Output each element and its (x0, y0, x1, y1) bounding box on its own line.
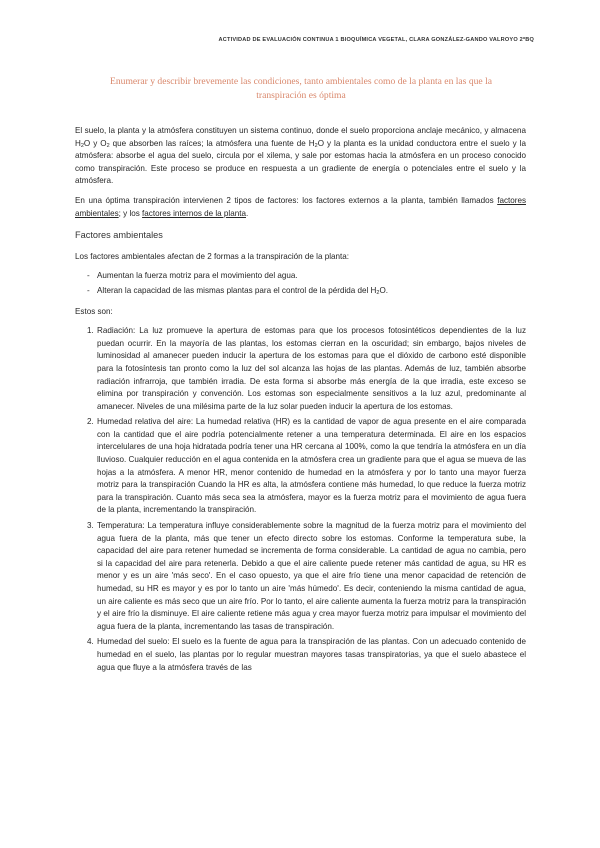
intro-paragraph-2 (75, 195, 526, 220)
item-number: 1. (87, 326, 94, 336)
intro-p2-text-c: . (245, 208, 249, 218)
list-item-text-b: O. (379, 285, 389, 295)
subscript: 2 (80, 142, 84, 149)
factors-list (75, 325, 526, 674)
intro-p2-text-b: ; y los (118, 208, 143, 218)
factores-internos-link[interactable]: factores internos de la planta (142, 208, 246, 218)
item-number: 2. (87, 417, 94, 427)
factores-ambientales-link[interactable]: factores ambientales (75, 195, 526, 218)
subscript: 2 (314, 142, 318, 149)
intro-p1-text-d: O y la planta es la unidad conductora entre el suelo y la atmósfera: absorbe el agua del suelo, circula por el xilema, y sale por estomas hacia la atmósfera en un proceso conocido como transpiración. Este proceso se produce en respuesta a un gradiente de energía o potenciales entre el suelo y la atmósfera. (75, 138, 526, 186)
factor-text: Humedad del suelo: El suelo es la fuente de agua para la transpiración de las plantas. Con un adecuado contenido de humedad en el suelo, las plantas por lo regular muestran mayores tasas transpiratorias, ya que el suelo abastece el agua que fluye a la atmósfera través de las (97, 637, 526, 672)
dash-list (75, 270, 526, 297)
intro-p1-text-b: O y O (83, 138, 107, 148)
intro-paragraph-1 (75, 125, 526, 188)
factor-text: Radiación: La luz promueve la apertura de estomas para que los procesos fotosintéticos dependientes de la luz puedan ocurrir. En la mayoría de las plantas, los estomas cierran en la oscuridad; sin embargo, bajos niveles de luminosidad al amanecer pueden inducir la apertura de los estomas para que el dióxido de carbono esté disponible para la fotosíntesis tan pronto como la luz del sol alcanza las hojas de las plantas. Además de luz, también absorbe radiación infrarroja, que también irradia. De esta forma si absorbe más energía de la que irradia, este exceso se elimina por transpiración y convención. Los estomas son especialmente sensitivos a la luz azul, predominante al amanecer. Niveles de una milésima parte de la luz solar pueden inducir la apertura de los estomas. (97, 326, 526, 411)
factor-text: Humedad relativa del aire: La humedad relativa (HR) es la cantidad de vapor de agua presente en el aire comparada con la cantidad que el aire podría potencialmente retener a una temperatura determinada. El aire en los espacios intercelulares de una hoja hidratada podría tener una HR cercana al 100%, como la que tendría la atmósfera en un día lluvioso. Cualquier reducción en el agua contenida en la atmósfera crea un gradiente para que el agua se mueva de las hojas a la atmósfera. A menor HR, menor contenido de humedad en la atmósfera y por lo tanto una mayor fuerza motriz para la transpiración Cuando la HR es alta, la atmósfera contiene más humedad, lo que reduce la fuerza motriz para la transpiración. Cuanto más seca sea la atmósfera, mayor es la fuerza motriz para el movimiento de agua fuera de la planta, incrementando la transpiración. (97, 417, 526, 515)
document-body (75, 125, 526, 677)
list-item (75, 520, 526, 633)
section-intro: Los factores ambientales afectan de 2 formas a la transpiración de la planta: (75, 251, 349, 261)
intro-p1-text-c: que absorben las raíces; la atmósfera una fuente de H (109, 138, 315, 148)
intro-p2-text-a: En una óptima transpiración intervienen 2 tipos de factores: los factores externos a la planta, también llamados (75, 195, 498, 205)
section-heading: Factores ambientales (75, 230, 163, 241)
list-item (75, 285, 526, 298)
list-item (75, 270, 526, 283)
page-header: ACTIVIDAD DE EVALUACIÓN CONTINUA 1 BIOQUÍMICA VEGETAL, CLARA GONZÁLEZ-GANDO VALROYO 2ºBQ (218, 37, 534, 43)
intro-p1-text-a: El suelo, la planta y la atmósfera constituyen un sistema continuo, donde el suelo proporciona anclaje mecánico, y almacena H (75, 126, 526, 148)
list-item (75, 636, 526, 674)
list-item (75, 325, 526, 413)
item-number: 3. (87, 521, 94, 531)
document-title: Enumerar y describir brevemente las condiciones, tanto ambientales como de la planta en las que la transpiración es óptima (109, 76, 492, 101)
list-item-text: Aumentan la fuerza motriz para el movimiento del agua. (97, 271, 298, 281)
list-bullet: - (87, 271, 90, 281)
list-item-text-a: Alteran la capacidad de las mismas plantas para el control de la pérdida del H (97, 285, 377, 295)
list-bullet: - (87, 285, 90, 295)
subscript: 2 (376, 289, 380, 296)
factor-text: Temperatura: La temperatura influye considerablemente sobre la magnitud de la fuerza motriz para el movimiento del agua fuera de la planta, más que tener un efecto directo sobre los estomas. Conforme la temperatura sube, la capacidad del aire para retener humedad se incrementa de forma considerable. La cantidad de agua no cambia, pero si la capacidad del aire para retenerla. Debido a que el aire caliente puede retener más cantidad de agua, su HR es menor y es un aire 'más seco'. En el caso opuesto, ya que el aire frío tiene una menor capacidad de retención de humedad, su HR es mayor y es por lo tanto un aire 'más húmedo'. Es decir, conteniendo la misma cantidad de agua, un aire caliente es más seco que un aire frío. Por lo tanto, el aire caliente aumenta la fuerza motriz para la transpiración y el aire frío la disminuye. El aire caliente retiene más agua y crea mayor fuerza motriz para impulsar el movimiento del agua fuera de la planta, incrementando las tasas de transpiración. (97, 521, 526, 631)
estos-label: Estos son: (75, 306, 113, 316)
item-number: 4. (87, 637, 94, 647)
subscript: 2 (106, 142, 110, 149)
list-item (75, 416, 526, 517)
